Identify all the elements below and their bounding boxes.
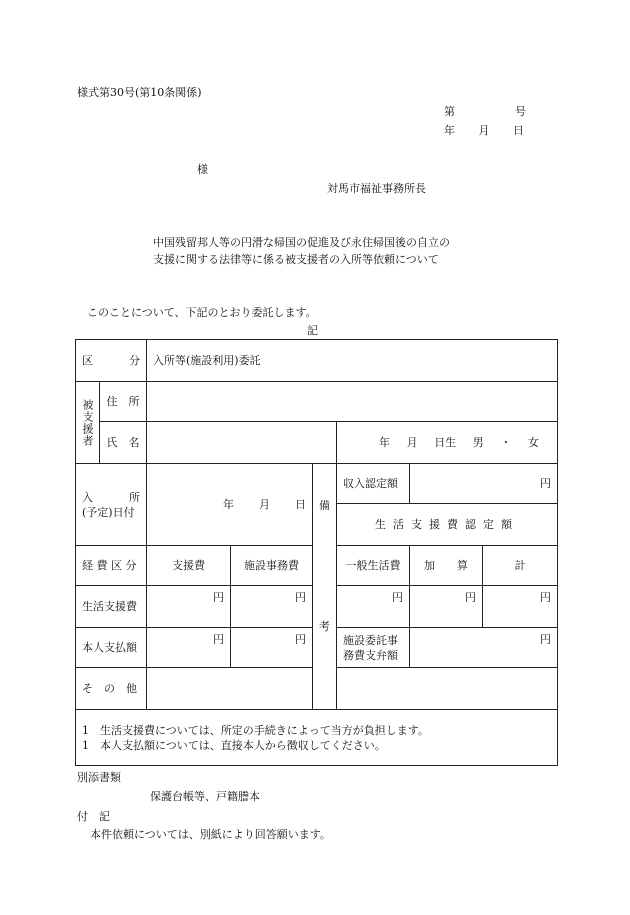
- shimei-value: [147, 422, 337, 464]
- hishiensha-cell: [76, 382, 100, 464]
- doc-number: 第 号: [444, 105, 526, 118]
- nyusho-label-2: (予定)日付: [82, 505, 135, 519]
- note-1: 1 生活支援費については、所定の手続きによって当方が負担します。: [82, 723, 429, 737]
- fuki-text: 本件依頼については、別紙により回答願います。: [90, 828, 331, 841]
- honnin-shienhi-yen: 円: [147, 628, 231, 668]
- shisetsu-itaku-label: 施設委託事 務費支弁額: [337, 628, 410, 668]
- shienhi-label: 支援費: [147, 546, 231, 586]
- request-form-table: [75, 339, 558, 766]
- seikatsu-jimuhi-yen: 円: [231, 586, 313, 628]
- birth-sex: 年 月 日生 男 ・ 女: [379, 436, 539, 449]
- biko-label: 備 考: [319, 499, 330, 633]
- shisetsu-jimuhi-label: 施設事務費: [231, 546, 313, 586]
- jusho-value: [147, 382, 558, 422]
- ippan-seikatsuhi-label: 一般生活費: [337, 546, 410, 586]
- shunyu-nintei-label: 収入認定額: [337, 464, 410, 504]
- attachments-label: 別添書類: [77, 771, 121, 784]
- kubun-value: 入所等(施設利用)委託: [147, 340, 558, 382]
- ki-heading: 記: [307, 324, 318, 337]
- shimei-label: 氏 名: [100, 422, 147, 464]
- kasan-label: 加 算: [410, 546, 483, 586]
- nyusho-label-1: 入 所: [82, 490, 140, 504]
- fuki-label: 付 記: [77, 810, 110, 823]
- kasan-yen: 円: [410, 586, 483, 628]
- title-line-1: 中国残留邦人等の円滑な帰国の促進及び永住帰国後の自立の: [153, 236, 450, 249]
- hishiensha-label: 被支援者: [81, 398, 94, 447]
- nyusho-date: 年 月 日: [223, 498, 306, 511]
- seikatsu-shienhi-label: 生活支援費: [76, 586, 147, 628]
- attachments-value: 保護台帳等、戸籍謄本: [150, 790, 260, 803]
- form-number: 様式第30号(第10条関係): [77, 86, 202, 99]
- note-2: 1 本人支払額については、直接本人から徴収してください。: [82, 738, 386, 752]
- shisetsu-itaku-yen: 円: [410, 628, 558, 668]
- birth-sex-cell: [337, 422, 558, 464]
- notes-cell: [76, 710, 558, 766]
- nyusho-label-cell: [76, 464, 147, 546]
- sonota-label: そ の 他: [76, 668, 147, 710]
- seikatsu-shienhi-yen: 円: [147, 586, 231, 628]
- honnin-jimuhi-yen: 円: [231, 628, 313, 668]
- issue-date: 年 月 日: [444, 124, 524, 137]
- keihi-kubun-label: 経 費 区 分: [76, 546, 147, 586]
- honnin-shiharai-label: 本人支払額: [76, 628, 147, 668]
- nyusho-date-cell: [147, 464, 313, 546]
- ippan-seikatsuhi-yen: 円: [337, 586, 410, 628]
- kubun-label-cell: [76, 340, 147, 382]
- sonota-value: [147, 668, 558, 710]
- addressee-honorific: 様: [197, 163, 208, 176]
- kei-yen: 円: [483, 586, 558, 628]
- title-line-2: 支援に関する法律等に係る被支援者の入所等依頼について: [153, 253, 439, 266]
- sender-name: 対馬市福祉事務所長: [327, 182, 426, 195]
- shunyu-nintei-yen: 円: [410, 464, 558, 504]
- body-text: このことについて、下記のとおり委託します。: [87, 306, 317, 319]
- kubun-label: 区 分: [82, 354, 140, 367]
- seikatsu-shienhi-nintei-label: 生活支援費認定額: [337, 504, 558, 546]
- jusho-label: 住 所: [100, 382, 147, 422]
- kei-label: 計: [483, 546, 558, 586]
